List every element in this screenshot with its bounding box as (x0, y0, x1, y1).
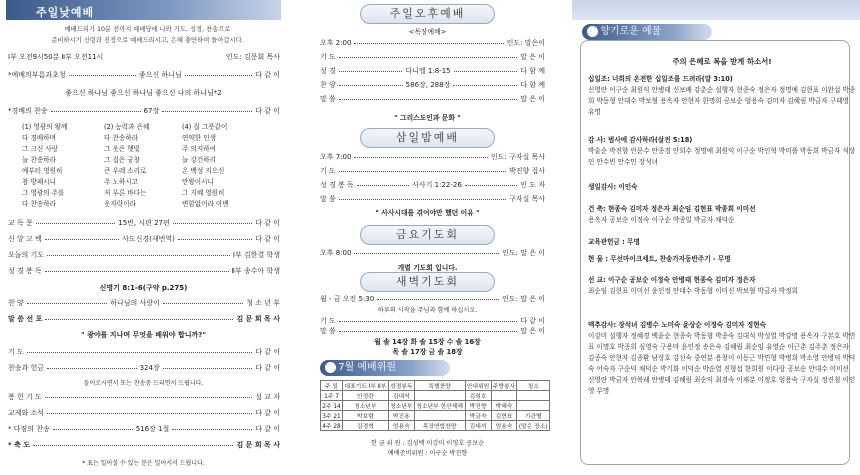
right-column (572, 0, 860, 475)
table-cell: 김대석 (388, 391, 414, 401)
friday-note: 개별 기도회 입니다. (397, 264, 458, 272)
thanks-line: 주의 은혜로 복을 받게 하소서! (672, 57, 772, 66)
offering-names: 박술순 박진향 안문수 안종경 안희수 정명예 최원익 이구순 박인혁 박미플 박동희 박금자 석상인 안수빈 안수민 장석녀 (588, 147, 856, 166)
order-item: 찬 양 하나님의 사랑이 청 소 년 부 (8, 299, 281, 307)
offerings-topband (572, 0, 860, 20)
middle-column (290, 0, 565, 475)
hymn-line: 다 찬송하라 (104, 134, 138, 142)
order-item: *예배의부름과초청 좋으신 하나님 다 같 이 (8, 71, 281, 79)
order-item: 봉 헌 기 도 설 교 자 (8, 393, 280, 401)
order-item: 오후 7:00 인도: 구자실 목사 (320, 153, 545, 161)
friday-prayer-title: 금요기도회 (360, 225, 495, 245)
offering-heading: 현 물 : 무선마이크세트, 찬송가자동반주기 - 무명 (588, 255, 731, 263)
table-cell (414, 411, 465, 421)
offering-names: 용옥자 공보순 이정숙 이구순 박종일 박금자 채덕순 (588, 216, 735, 224)
order-item: 성 경 봉 독 Ⅱ부 송수아 학생 (8, 267, 280, 275)
hymn-line: 다 찬송하라 (22, 200, 56, 208)
order-item: 성 경 봉 독 사사기 1:22-26 인 도 자 (320, 181, 545, 189)
order-item: 신 앙 고 백 사도신경(새번역) 다 같 이 (8, 235, 280, 243)
hymn-line: 변함없어라 아멘 (182, 200, 229, 208)
offering-heading: 맥추감사: 장석녀 김병수 노미숙 윤상순 이정숙 김미자 정현숙 (588, 321, 766, 329)
order-item: 기 도 다 같 이 (8, 348, 280, 356)
order-item: 오후 2:00 인도: 말은이 (320, 39, 545, 47)
offering-heading: 선 교: 이구순 공보순 이정숙 안병태 현종숙 김미자 정은자 (588, 276, 756, 284)
offering-block (588, 182, 856, 193)
order-item: 찬송과 헌금 324장 다 같 이 (8, 364, 281, 372)
hymn-line: (4) 질 그릇같이 (182, 123, 228, 131)
table-cell: 김경혁 (342, 421, 388, 431)
afternoon-service-title: 주일오후예배 (360, 4, 495, 24)
table-cell: 3주 21 (321, 411, 343, 421)
table-header: 특별찬양 (414, 381, 465, 391)
table-cell: 김희호 (465, 391, 491, 401)
table-row (321, 411, 550, 421)
table-cell: 김현표 (491, 411, 517, 421)
table-header: 대표기도 Ⅰ부 Ⅱ부 (342, 381, 388, 391)
bullet-icon (326, 363, 335, 372)
order-item: 찬 양 586장, 288장 다 함 께 (320, 81, 546, 89)
table-cell: 목장연합찬양 (414, 421, 465, 431)
intro-text: 예배드리기 10분 전까지 예배당에 나와 기도, 성경, 찬송으로 준비하시기 신령과 진정으로 예배드리시고, 은혜 충만하여 돌아갑시다. (51, 26, 244, 44)
hymn-line: 참 방패시니 (22, 178, 56, 186)
table-cell: 박진향 (465, 401, 491, 411)
hymn-line: 그 지혜 영원히 (182, 189, 225, 197)
hymn-line: 연약한 인생 (182, 134, 216, 142)
wednesday-service-title: 삼일밤예배 (360, 128, 495, 148)
table-header: 주 일 (321, 381, 343, 391)
hymn-line: 그 집은 궁창 (104, 156, 141, 164)
table-cell (517, 391, 550, 401)
table-cell: 청소년부 한산제해 (414, 401, 465, 411)
order-item: 교제와 소식 다 같 이 (8, 409, 280, 417)
hymn-lyrics (22, 122, 262, 210)
offering-heading: 감 사: 범사에 감사하라(살전 5:18) (588, 136, 693, 144)
committee-table (320, 380, 550, 431)
wednesday-theme: " 사사시대를 겪어야만 했던 이유 " (375, 209, 480, 217)
scripture-ref: 신명기 8:1-6(구약 p.275) (99, 284, 188, 292)
hymn-line: 주 의지하여 (182, 145, 216, 153)
hymn-line: 늘 강건하리 (182, 156, 216, 164)
hymn-line: 큰 우레 소리로 (104, 167, 147, 175)
dawn-books: 목 솔 17장 금 솔 18장 (392, 348, 463, 356)
table-header: 성경봉독 (388, 381, 414, 391)
dawn-books: 월 솔 14장 화 솔 15장 수 솔 16장 (374, 338, 481, 346)
dawn-prayer-title: 새벽기도회 (360, 272, 495, 292)
service-times: Ⅰ부 오전9시50분 Ⅱ부 오전11시 인도: 김문회 목사 (8, 53, 280, 61)
table-cell: (말은 장소) (517, 421, 550, 431)
hymn-line: (2) 능력과 은혜 (104, 123, 150, 131)
table-cell: 박금자 (465, 411, 491, 421)
offering-block (588, 204, 856, 226)
offering-heading: 십일조: 너희의 온전한 십일조를 드려라(말 3:10) (588, 75, 733, 83)
offering-names: 최순임 김현표 이미선 윤인정 안대수 박동형 이미선 박보혈 박금자 박정희 (588, 287, 798, 295)
dawn-item: 기 도 다 같 이 (320, 317, 545, 325)
sermon-title: " 광야를 지나며 무엇을 배워야 합니까?" (81, 331, 206, 339)
afternoon-subtitle: <목장예배> (408, 28, 447, 36)
table-cell (517, 401, 550, 411)
table-row (321, 391, 550, 401)
table-cell: 박진용 (388, 411, 414, 421)
table-row (321, 401, 550, 411)
offering-block (588, 237, 856, 248)
order-item: 오늘의 기도 Ⅰ부 김한결 학생 (8, 251, 280, 259)
hymn-line: 저 푸른 바다는 (104, 189, 147, 197)
order-item: 교 독 문 15번, 시편 27편 다 같 이 (8, 219, 281, 227)
hymn-line: 예부터 영원히 (22, 167, 63, 175)
table-cell: 1주 7 (321, 391, 343, 401)
offering-names: 이강미 설행자 정혜경 백윤순 현종숙 박동형 박종숙 김대석 박성열 박강명 용옥자 구본호 박민표 이명호 박종희 심영숙 구용마 윤인정 송은숙 김혜림 최순임 유영순 이근춘 김주춘 정은자 김종숙 안현자 김종환 남상호 강신숙 중연분 용창이 이동근 박민형 박병희 박소영 안병덕 박덕숙 어숙자 구순덕 채덕순 박기화 이덕순 박순열 진형섭 한희원 이다랑 공보순 안대수 이미선 신영란 박금자 안복래 안병태 김혜림 최순익 최경숙 이채분 이정호 엄용숙 구자실 정진철 이인영 무명 (588, 332, 856, 395)
order-item: *경배의 찬송 67장 다 같 이 (8, 107, 280, 115)
afternoon-theme: " 그리스도인과 문화 " (394, 114, 461, 122)
offering-block (588, 254, 856, 265)
offering-names: 신영란 이구순 최원익 안병태 신보배 강춘순 설행자 현종숙 정은자 정명예 김현표 이완섭 박종희 박동형 안대수 박보혈 용옥자 안현자 한명희 공보순 엄용숙 김미자 김혜림 박금자 구태영 유명 (588, 86, 856, 116)
committee-note: 예배준비위원 : 이구순 박진향 (387, 450, 468, 457)
friday-time-row: 오후 8:00 인도: 말 은 이 (320, 249, 545, 257)
left-column (0, 0, 287, 475)
offering-note: 들어오시면서 또는 찬송중 드리면서 드립니다. (83, 380, 204, 387)
order-item: * 다짐의 찬송 516장 1절 다 같 이 (8, 425, 280, 433)
table-cell: 엄용숙 (388, 421, 414, 431)
order-item: 성 경 다니엘 1:8-15 다 함 께 (320, 67, 545, 75)
table-header: 주방봉사 (491, 381, 517, 391)
offering-heading: 교육관헌금 : 무명 (588, 238, 640, 246)
committee-note: 헌 금 위 원 : 김성택 이강미 이영호 공보순 (370, 440, 485, 447)
offering-block (588, 320, 856, 397)
table-header: 청소 (517, 381, 550, 391)
table-cell: 기관별 (517, 411, 550, 421)
praise-lyrics: 좋으신 하나님 좋으신 하나님 좋으신 나의 하나님*2 (65, 89, 222, 97)
order-item: 기 도 박진향 집사 (320, 167, 545, 175)
offerings-header: 향기로운 예물 (582, 24, 712, 40)
offering-block (588, 275, 856, 297)
hymn-line: 그 옷은 햇빛 (104, 145, 141, 153)
table-row (321, 421, 550, 431)
dawn-note: 하루의 시작을 주님과 함께 하십시오. (377, 307, 478, 314)
hymn-line: 온 백성 지으신 (182, 167, 225, 175)
morning-service-header (6, 0, 281, 20)
table-cell: 2주 14 (321, 401, 343, 411)
hymn-line: 늘 찬송하라 (22, 156, 56, 164)
committee-header: 7월 예배위원 (320, 360, 450, 376)
offering-block (588, 135, 856, 168)
hymn-line: 그 크신 사랑 (22, 145, 59, 153)
table-cell: 박혜숙 (491, 401, 517, 411)
hymn-line: 옷자락이라 (104, 200, 136, 208)
table-cell: 박보람 (342, 411, 388, 421)
table-cell: 청소년부 (388, 401, 414, 411)
table-cell: 엄용숙 (491, 421, 517, 431)
order-item: 말 씀 선 포 김 문 희 목 사 (8, 315, 280, 323)
hymn-line: 주 노하시고 (104, 178, 138, 186)
dawn-item: 말 씀 말 은 이 (320, 327, 545, 335)
table-cell (414, 391, 465, 401)
offering-block (588, 74, 856, 118)
hymn-line: 그 영광의 주를 (22, 189, 65, 197)
dawn-time-row: 월 - 금 오전 5:30 인도: 말 은 이 (320, 295, 545, 303)
order-item: 기 도 말 은 이 (320, 53, 545, 61)
table-header: 안내위원 (465, 381, 491, 391)
bullet-icon (588, 27, 597, 36)
hymn-line: (1) 영광의 왕께 (22, 123, 68, 131)
order-item: 말 씀 구자실 목사 (320, 195, 545, 203)
order-item: * 축 도 김 문 희 목 사 (8, 441, 280, 449)
table-cell: 김대석 (465, 421, 491, 431)
morning-service-title: 주일낮예배 (36, 6, 95, 19)
table-cell: 4주 28 (321, 421, 343, 431)
offering-heading: 생일감사: 이인숙 (588, 183, 638, 191)
table-cell: 청소년부 (342, 401, 388, 411)
table-cell (491, 391, 517, 401)
order-item: 말 씀 말 은 이 (320, 95, 545, 103)
footnote: * 표는 일어설 수 있는 분은 일어서서 드립니다. (82, 460, 205, 467)
hymn-line: 만왕이시니 (182, 178, 214, 186)
table-cell: 안정란 (342, 391, 388, 401)
offering-heading: 건 축: 현종숙 김미자 정은자 최순임 김현표 박종희 이미선 (588, 205, 756, 213)
hymn-line: 다 경배하며 (22, 134, 56, 142)
